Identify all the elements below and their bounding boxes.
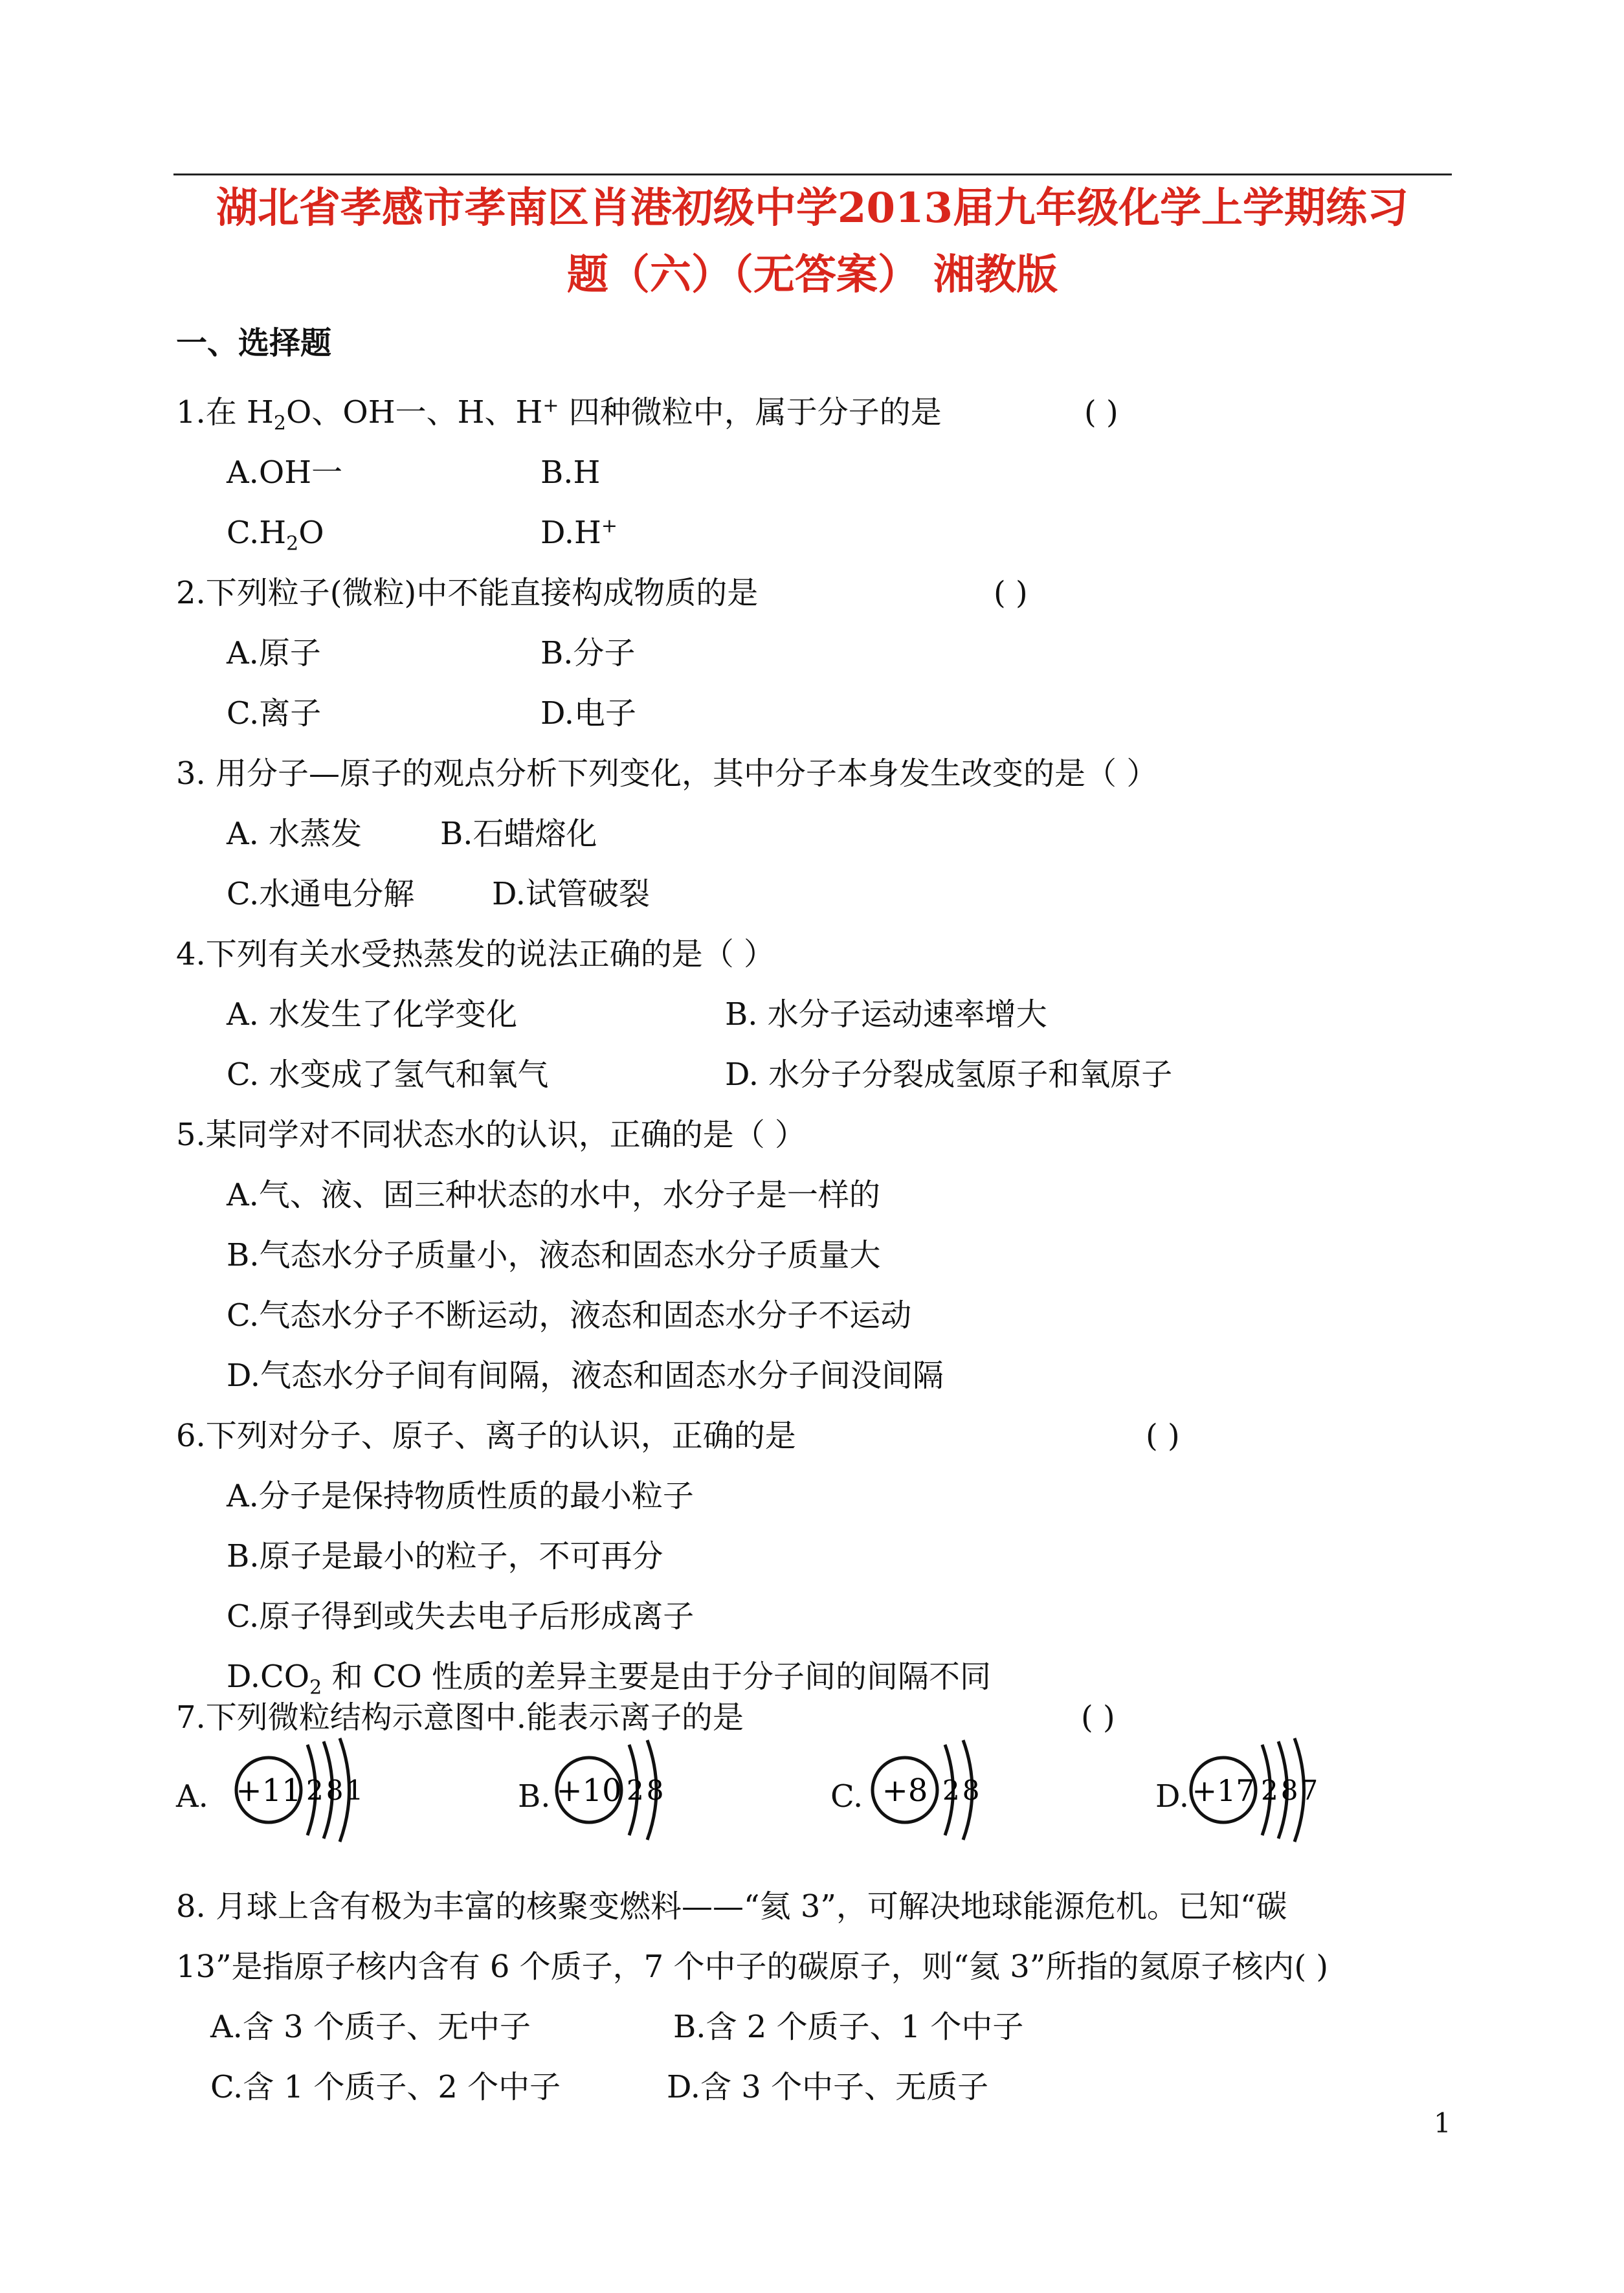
q6-option-b: B.原子是最小的粒子，不可再分 xyxy=(227,1538,663,1574)
q2-option-b: B.分子 xyxy=(540,635,636,671)
q2-option-a: A.原子 xyxy=(227,635,321,671)
page-number: 1 xyxy=(1434,2107,1451,2139)
q6-option-d: $D.CO_2$ 和 CO 性质的差异主要是由于分子间的间隔不同 xyxy=(227,1659,992,1699)
q2-option-d: D.电子 xyxy=(540,695,637,732)
diagram-d-nucleus: +17 xyxy=(1192,1773,1255,1808)
question-1: 1.在 $H_2O$、OH一、H、H+ 四种微粒中，属于分子的是 xyxy=(176,394,942,435)
diagram-a-shells: 281 xyxy=(306,1774,366,1806)
q6-option-c: C.原子得到或失去电子后形成离子 xyxy=(227,1598,695,1635)
q5-option-d: D.气态水分子间有间隔，液态和固态水分子间没间隔 xyxy=(227,1358,944,1394)
diagram-b-label: B. xyxy=(518,1778,551,1815)
answer-blank-2: ( ) xyxy=(994,575,1028,611)
q8-option-a: A.含 3 个质子、无中子 xyxy=(210,2009,531,2045)
question-5: 5.某同学对不同状态水的认识，正确的是（ ） xyxy=(176,1117,806,1153)
q5-option-b: B.气态水分子质量小，液态和固态水分子质量大 xyxy=(227,1237,881,1273)
question-2: 2.下列粒子(微粒)中不能直接构成物质的是 xyxy=(176,575,759,611)
atom-diagram-d xyxy=(1185,1735,1379,1845)
section-heading: 一、选择题 xyxy=(176,325,332,361)
q5-option-a: A.气、液、固三种状态的水中，水分子是一样的 xyxy=(227,1177,880,1213)
diagram-c-label: C. xyxy=(830,1778,863,1815)
answer-blank-7: ( ) xyxy=(1081,1699,1115,1736)
q2-option-c: C.离子 xyxy=(227,695,322,732)
header-rule xyxy=(173,173,1452,175)
atom-diagram-b xyxy=(550,1735,744,1845)
diagram-c-nucleus: +8 xyxy=(882,1773,928,1809)
answer-blank-6: ( ) xyxy=(1146,1418,1180,1454)
q1-option-a: A.OH一 xyxy=(227,454,343,491)
q4-option-b: B. 水分子运动速率增大 xyxy=(725,996,1047,1033)
page-title-line1: 湖北省孝感市孝南区肖港初级中学2013届九年级化学上学期练习 xyxy=(216,184,1409,232)
diagram-a-nucleus: +11 xyxy=(236,1773,302,1809)
q1-option-b: B.H xyxy=(540,454,601,491)
question-6: 6.下列对分子、原子、离子的认识，正确的是 xyxy=(176,1418,796,1454)
question-8-line2: 13”是指原子核内含有 6 个质子，7 个中子的碳原子，则“氦 3”所指的氦原子核内( ) xyxy=(176,1949,1329,1985)
diagram-b-shells: 28 xyxy=(627,1774,667,1806)
atom-diagram-a xyxy=(230,1735,424,1845)
q6-option-a: A.分子是保持物质性质的最小粒子 xyxy=(227,1478,694,1514)
q3-option-d: D.试管破裂 xyxy=(492,876,651,912)
q4-option-c: C. 水变成了氢气和氧气 xyxy=(227,1057,549,1093)
q8-option-c: C.含 1 个质子、2 个中子 xyxy=(210,2069,561,2105)
q4-option-a: A. 水发生了化学变化 xyxy=(227,996,518,1033)
answer-blank-1: ( ) xyxy=(1084,394,1118,431)
q8-option-b: B.含 2 个质子、1 个中子 xyxy=(673,2009,1024,2045)
diagram-c-shells: 28 xyxy=(942,1774,983,1806)
diagram-b-nucleus: +10 xyxy=(556,1773,622,1809)
q8-option-d: D.含 3 个中子、无质子 xyxy=(667,2069,989,2105)
page-title-line2: 题（六）（无答案） 湘教版 xyxy=(566,251,1058,299)
q5-option-c: C.气态水分子不断运动，液态和固态水分子不运动 xyxy=(227,1297,912,1334)
diagram-a-label: A. xyxy=(176,1778,208,1815)
q4-option-d: D. 水分子分裂成氢原子和氧原子 xyxy=(725,1057,1173,1093)
question-8-line1: 8. 月球上含有极为丰富的核聚变燃料——“氦 3”，可解决地球能源危机。已知“碳 xyxy=(176,1888,1287,1925)
question-3: 3. 用分子—原子的观点分析下列变化，其中分子本身发生改变的是（ ） xyxy=(176,755,1158,792)
atom-diagram-c xyxy=(866,1735,1060,1845)
q3-option-a: A. 水蒸发 xyxy=(227,816,362,852)
q1-option-d: D.H+ xyxy=(540,515,618,551)
q3-option-c: C.水通电分解 xyxy=(227,876,415,912)
diagram-d-shells: 287 xyxy=(1261,1774,1321,1806)
q3-option-b: B.石蜡熔化 xyxy=(440,816,597,852)
q1-option-c: $C.H_2O$ xyxy=(227,515,324,555)
diagram-d-label: D. xyxy=(1155,1778,1190,1815)
question-4: 4.下列有关水受热蒸发的说法正确的是（ ） xyxy=(176,936,775,972)
question-7: 7.下列微粒结构示意图中.能表示离子的是 xyxy=(176,1699,744,1736)
